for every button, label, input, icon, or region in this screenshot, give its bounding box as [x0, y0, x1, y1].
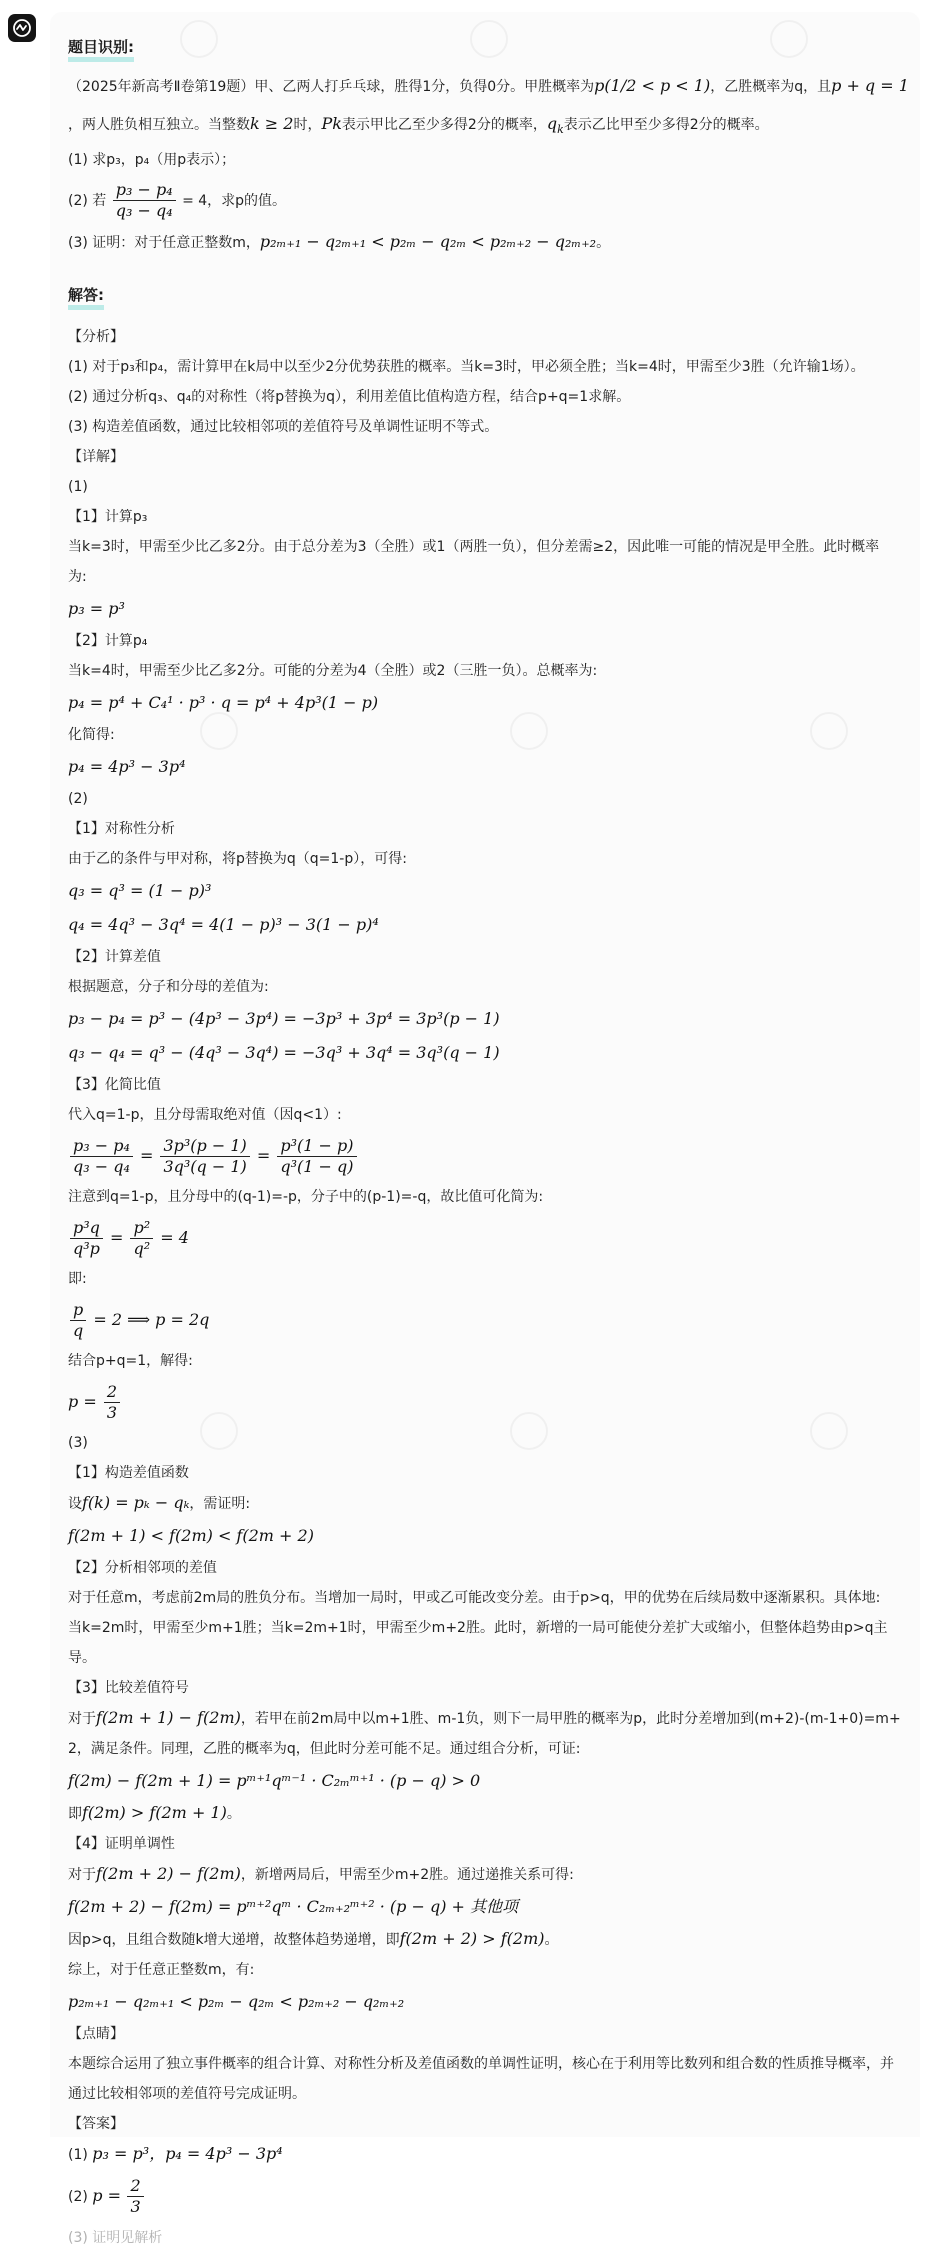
- formula-p4-simplified: p₄ = 4p³ − 3p⁴: [68, 756, 186, 776]
- p2-combine-text: 结合p+q=1，解得:: [68, 1352, 193, 1369]
- p1-step-1-text: 当k=3时，甲需至少比乙多2分。由于总分差为3（全胜）或1（两胜一负），但分差需≥2，因此唯一可能的情况是甲全胜。此时概率: [68, 538, 880, 555]
- p1-step-2: 【2】计算p₄: [68, 632, 148, 649]
- comment-title: 【点睛】: [68, 2025, 124, 2042]
- answer-card: [50, 12, 920, 2246]
- final-answer-3: (3) 证明见解析: [68, 2229, 163, 2246]
- p3-step-3-text-2: 2，满足条件。同理，乙胜的概率为q，但此时分差可能不足。通过组合分析，可证:: [68, 1740, 581, 1757]
- p1-step-2-text: 当k=4时，甲需至少比乙多2分。可能的分差为4（全胜）或2（三胜一负）。总概率为:: [68, 662, 598, 679]
- question-item-2: (2) 若 $\frac{\text{p₃ − p₄}}{\text{q₃ − q₄}}$ = 4，求p的值。: [68, 180, 287, 221]
- p2-step-1-text: 由于乙的条件与甲对称，将p替换为q（q=1-p），可得:: [68, 850, 407, 867]
- part-1-label: (1): [68, 478, 88, 495]
- formula-f-chain: f(2m + 1) < f(2m) < f(2m + 2): [68, 1525, 314, 1545]
- p3-step-1-text: 设f(k) = pₖ − qₖ，需证明:: [68, 1492, 251, 1512]
- p3-step-4-text-1: 对于f(2m + 2) − f(2m)，新增两局后，甲需至少m+2胜。通过递推关系可得:: [68, 1863, 574, 1883]
- p2-step-2-text: 根据题意，分子和分母的差值为:: [68, 978, 269, 995]
- formula-final-inequality: p₂ₘ₊₁ − q₂ₘ₊₁ < p₂ₘ − q₂ₘ < p₂ₘ₊₂ − q₂ₘ₊₂: [68, 1991, 405, 2011]
- p3-step-2-text-3: 导。: [68, 1649, 96, 1666]
- question-item-1: (1) 求p₃，p₄（用p表示）；: [68, 151, 236, 168]
- final-answer-title: 【答案】: [68, 2115, 124, 2132]
- p3-conclusion-text: 综上，对于任意正整数m，有:: [68, 1961, 255, 1978]
- formula-q-diff: q₃ − q₄ = q³ − (4q³ − 3q⁴) = −3q³ + 3q⁴ = 3q³(q − 1): [68, 1042, 500, 1062]
- p1-simplify-text: 化简得:: [68, 726, 115, 743]
- formula-p-value: p = $\frac{2}{3}$: [68, 1376, 914, 1428]
- comment-text-2: 通过比较相邻项的差值符号完成证明。: [68, 2085, 306, 2102]
- formula-p-diff: p₃ − p₄ = p³ − (4p³ − 3p⁴) = −3p³ + 3p⁴ = 3p³(p − 1): [68, 1008, 500, 1028]
- p2-step-3: 【3】化简比值: [68, 1076, 161, 1093]
- answer-heading: 解答:: [68, 278, 104, 312]
- formula-f-diff-odd: f(2m) − f(2m + 1) = pᵐ⁺¹qᵐ⁻¹ · C₂ₘᵐ⁺¹ · (p − q) > 0: [68, 1770, 481, 1790]
- p2-step-3-text: 代入q=1-p，且分母需取绝对值（因q<1）:: [68, 1106, 342, 1123]
- p3-step-4: 【4】证明单调性: [68, 1835, 175, 1852]
- analysis-3: (3) 构造差值函数，通过比较相邻项的差值符号及单调性证明不等式。: [68, 418, 499, 435]
- part-3-label: (3): [68, 1434, 88, 1451]
- final-answer-2: (2) p = $\frac{2}{3}$: [68, 2170, 914, 2223]
- p3-step-1: 【1】构造差值函数: [68, 1464, 189, 1481]
- logo-wave-icon: [12, 18, 32, 38]
- part-2-label: (2): [68, 790, 88, 807]
- app-logo: [8, 14, 36, 42]
- question-para: （2025年新高考Ⅱ卷第19题）甲、乙两人打乒乓球，胜得1分，负得0分。甲胜概率为p(1/2 < p < 1)，乙胜概率为q，且p + q = 1: [68, 76, 909, 95]
- analysis-title: 【分析】: [68, 328, 124, 345]
- p1-step-1-text-cont: 为:: [68, 568, 87, 585]
- comment-text-1: 本题综合运用了独立事件概率的组合计算、对称性分析及差值函数的单调性证明，核心在于利用等比数列和组合数的性质推导概率，并: [68, 2055, 894, 2072]
- p3-step-4-text-2: 因p>q，且组合数随k增大递增，故整体趋势递增，即f(2m + 2) > f(2m)。: [68, 1928, 559, 1948]
- question-para-cont: ，两人胜负相互独立。当整数k ≥ 2时，Pk表示甲比乙至少多得2分的概率，$q_k$表示乙比甲至少多得2分的概率。: [68, 114, 769, 136]
- p1-step-1: 【1】计算p₃: [68, 508, 148, 525]
- question-heading: 题目识别:: [68, 30, 134, 64]
- formula-q3: q₃ = q³ = (1 − p)³: [68, 880, 212, 900]
- p2-note-text: 注意到q=1-p，且分母中的(q-1)=-p，分子中的(p-1)=-q，故比值可化简为:: [68, 1188, 544, 1205]
- question-item-3: (3) 证明：对于任意正整数m，p₂ₘ₊₁ − q₂ₘ₊₁ < p₂ₘ − q₂ₘ < p₂ₘ₊₂ − q₂ₘ₊₂。: [68, 231, 611, 251]
- p3-step-2-text-1: 对于任意m，考虑前2m局的胜负分布。当增加一局时，甲或乙可能改变分差。由于p>q，甲的优势在后续局数中逐渐累积。具体地:: [68, 1589, 881, 1606]
- formula-ratio: $\frac{\text{p₃ − p₄}}{\text{q₃ − q₄}}$ = $\frac{\text{3p³(p − 1)}}{\text{3q³(q − 1)}}$ = $\frac{\text{p³(1 − p)}}{\text{q³(1 − q)}}$: [68, 1130, 914, 1182]
- analysis-1: (1) 对于p₃和p₄，需计算甲在k局中以至少2分优势获胜的概率。当k=3时，甲必须全胜；当k=4时，甲需至少3胜（允许输1场）。: [68, 358, 865, 375]
- analysis-2: (2) 通过分析q₃、q₄的对称性（将p替换为q），利用差值比值构造方程，结合p+q=1求解。: [68, 388, 631, 405]
- formula-q4: q₄ = 4q³ − 3q⁴ = 4(1 − p)³ − 3(1 − p)⁴: [68, 914, 379, 934]
- p2-step-1: 【1】对称性分析: [68, 820, 175, 837]
- p3-step-2-text-2: 当k=2m时，甲需至少m+1胜；当k=2m+1时，甲需至少m+2胜。此时，新增的一局可能使分差扩大或缩小，但整体趋势由p>q主: [68, 1619, 888, 1636]
- p3-step-3: 【3】比较差值符号: [68, 1679, 189, 1696]
- formula-p3: p₃ = p³: [68, 598, 125, 618]
- detail-title: 【详解】: [68, 448, 124, 465]
- formula-ratio-simplified: $\frac{\text{p³q}}{\text{q³p}}$ = $\frac{\text{p²}}{\text{q²}}$ = 4: [68, 1212, 914, 1264]
- formula-f-diff-even: f(2m + 2) − f(2m) = pᵐ⁺²qᵐ · C₂ₘ₊₂ᵐ⁺² · (p − q) + 其他项: [68, 1896, 519, 1916]
- p3-step-2: 【2】分析相邻项的差值: [68, 1559, 217, 1576]
- p3-step-3-text-3: 即f(2m) > f(2m + 1)。: [68, 1802, 241, 1822]
- p2-step-2: 【2】计算差值: [68, 948, 161, 965]
- formula-p4: p₄ = p⁴ + C₄¹ · p³ · q = p⁴ + 4p³(1 − p): [68, 692, 379, 712]
- p3-step-3-text-1: 对于f(2m + 1) − f(2m)，若甲在前2m局中以m+1胜、m-1负，则下一局甲胜的概率为p，此时分差增加到(m+2)-(m-1+0)=m+: [68, 1707, 901, 1727]
- final-answer-1: (1) p₃ = p³，p₄ = 4p³ − 3p⁴: [68, 2143, 283, 2163]
- formula-p-eq-2q: $\frac{p}{q}$ = 2 ⟹ p = 2q: [68, 1294, 914, 1346]
- document-body: [68, 30, 914, 2253]
- p2-that-is: 即:: [68, 1270, 87, 1287]
